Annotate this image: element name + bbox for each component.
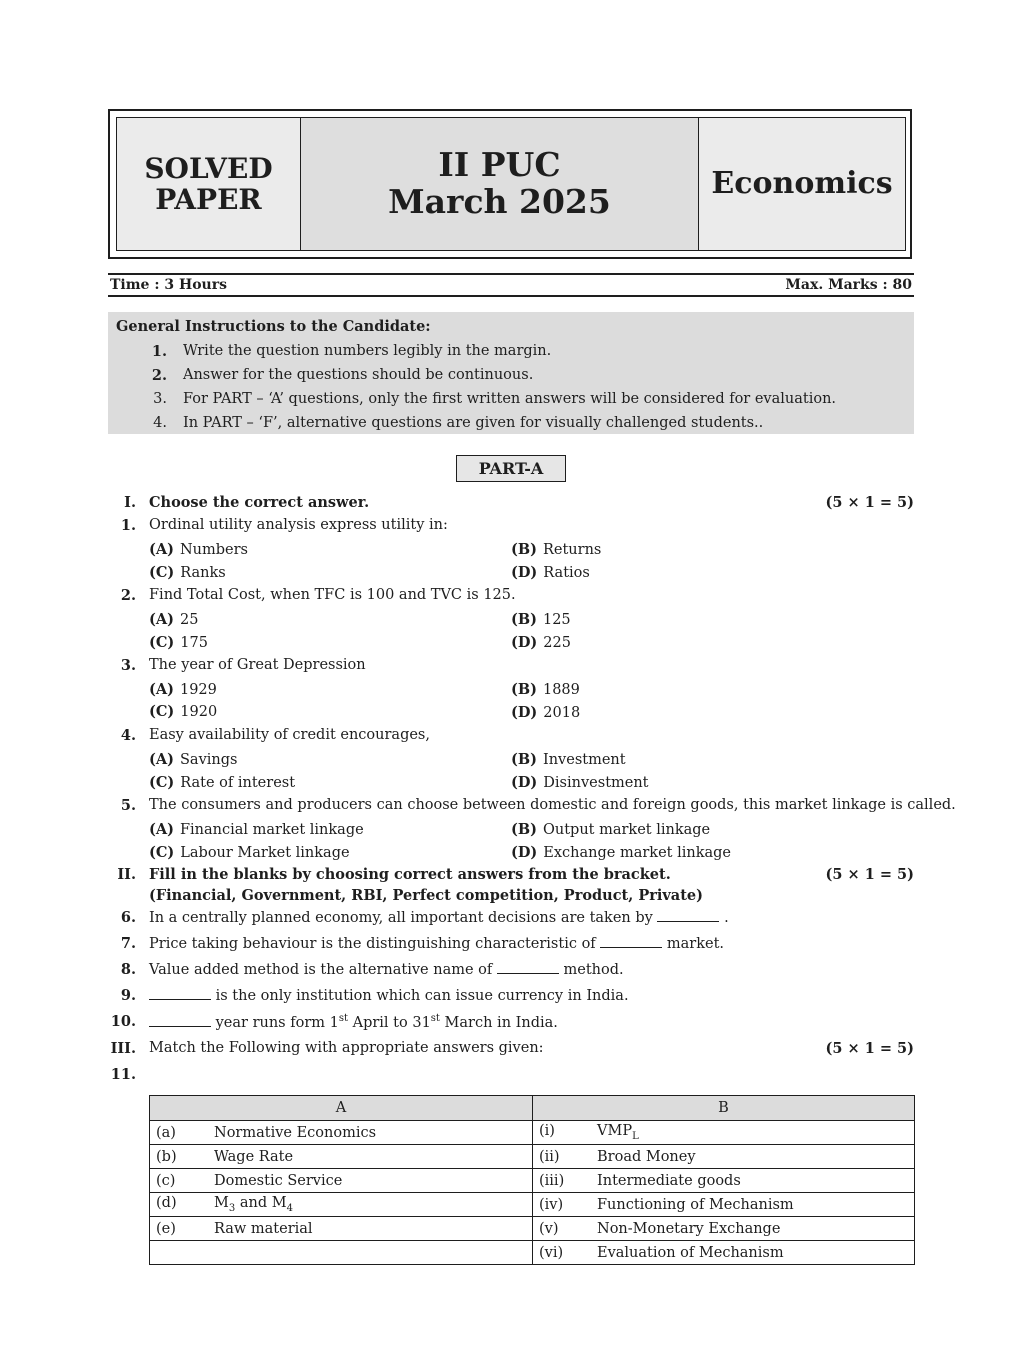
question-text: Find Total Cost, when TFC is 100 and TVC is 125. — [149, 587, 516, 603]
item-text: Normative Economics — [214, 1124, 377, 1141]
item-text: Non-Monetary Exchange — [597, 1220, 781, 1237]
option-text: 1889 — [542, 682, 580, 698]
option — [511, 704, 580, 721]
question-number: 8. — [120, 961, 136, 978]
general-instructions — [108, 312, 914, 434]
superscript: st — [430, 1013, 440, 1024]
question-number: 7. — [120, 935, 136, 952]
option-text: Savings — [179, 752, 238, 768]
option — [511, 821, 710, 838]
question-number: 3. — [120, 657, 136, 674]
question-number: 9. — [120, 987, 136, 1004]
column-b-cell — [533, 1217, 915, 1241]
fill-question — [149, 961, 624, 978]
question-text: Easy availability of credit encourages, — [149, 727, 430, 743]
option-label: (B) — [511, 541, 537, 558]
blank-line — [497, 961, 559, 974]
section-title: Fill in the blanks by choosing correct answers from the bracket. — [149, 866, 671, 883]
option — [149, 681, 217, 698]
option-text: Output market linkage — [542, 822, 711, 838]
option-text: 1920 — [180, 704, 218, 720]
instruction-item — [116, 339, 906, 363]
option-label: (A) — [149, 611, 174, 628]
subscript: 4 — [286, 1202, 293, 1214]
fill-question — [149, 909, 729, 926]
match-table — [149, 1095, 915, 1265]
column-b-header: B — [533, 1096, 915, 1121]
option-text: 2018 — [543, 705, 581, 721]
option-label: (A) — [149, 681, 174, 698]
option-label: (C) — [149, 774, 175, 791]
instruction-number: 4. — [153, 415, 167, 431]
instruction-item — [116, 363, 906, 387]
table-row — [150, 1241, 915, 1265]
table-row — [150, 1193, 915, 1217]
item-label: (i) — [539, 1123, 555, 1140]
column-a-cell — [150, 1121, 533, 1145]
header-box — [116, 117, 906, 251]
fill-text-end: March in India. — [439, 1014, 558, 1031]
fill-text-after: market. — [666, 936, 725, 952]
option-label: (D) — [511, 844, 538, 861]
instructions-title: General Instructions to the Candidate: — [116, 318, 431, 335]
blank-line — [600, 935, 662, 948]
item-label: (a) — [156, 1124, 176, 1141]
option-label: (A) — [149, 541, 174, 558]
section-marks: (5 × 1 = 5) — [825, 494, 914, 511]
exam-title — [301, 118, 699, 250]
option — [149, 774, 295, 791]
fill-text-after: year runs form 1 — [215, 1014, 339, 1031]
blank-line — [149, 1014, 211, 1027]
option-text: Disinvestment — [543, 775, 649, 791]
item-text: Intermediate goods — [597, 1172, 741, 1189]
column-b-cell — [533, 1145, 915, 1169]
section-marks: (5 × 1 = 5) — [825, 1040, 914, 1057]
option-text: Numbers — [179, 542, 248, 558]
question-number: 2. — [120, 587, 136, 604]
option-text: Labour Market linkage — [180, 845, 350, 861]
option-label: (A) — [149, 821, 174, 838]
option-text: Ratios — [543, 565, 590, 581]
option-text: Investment — [542, 752, 626, 768]
instruction-text: Answer for the questions should be continuous. — [183, 367, 534, 383]
option — [149, 564, 226, 581]
option-label: (B) — [511, 821, 537, 838]
table-row — [150, 1121, 915, 1145]
subscript: 3 — [228, 1202, 236, 1214]
column-a-cell — [150, 1217, 533, 1241]
item-text: M — [214, 1195, 229, 1212]
instruction-text: In PART – ‘F’, alternative questions are given for visually challenged students.. — [183, 415, 764, 431]
option-label: (D) — [511, 564, 538, 581]
option-label: (D) — [511, 774, 538, 791]
question-number: 11. — [110, 1066, 136, 1083]
option-text: Rate of interest — [180, 775, 296, 791]
option-label: (C) — [149, 703, 175, 720]
section-marks: (5 × 1 = 5) — [825, 866, 914, 883]
paper-label: PAPER — [155, 183, 262, 216]
table-header-row — [150, 1096, 915, 1121]
option — [511, 541, 601, 558]
item-label: (v) — [539, 1220, 559, 1237]
option-text: 175 — [180, 635, 208, 651]
option-text: 225 — [543, 635, 571, 651]
column-a-cell — [150, 1145, 533, 1169]
question-number: 6. — [120, 909, 136, 926]
instruction-item — [116, 387, 906, 411]
item-text: Functioning of Mechanism — [597, 1196, 794, 1213]
option — [511, 634, 571, 651]
solved-paper-label — [117, 118, 301, 250]
option — [149, 634, 208, 651]
option — [511, 681, 580, 698]
time-allowed: Time : 3 Hours — [110, 277, 227, 293]
part-a-heading: PART-A — [456, 455, 566, 482]
column-a-cell — [150, 1169, 533, 1193]
section-number: II. — [117, 866, 136, 883]
item-text: Wage Rate — [214, 1148, 294, 1165]
option-label: (C) — [149, 844, 175, 861]
fill-text-mid: April to 31 — [348, 1014, 431, 1031]
item-text: Evaluation of Mechanism — [597, 1244, 784, 1261]
option-text: 1929 — [179, 682, 217, 698]
option-label: (B) — [511, 751, 537, 768]
option — [149, 751, 237, 768]
item-label: (b) — [156, 1148, 177, 1165]
max-marks: Max. Marks : 80 — [785, 277, 912, 293]
column-a-cell — [150, 1193, 533, 1217]
item-text: Raw material — [214, 1220, 313, 1237]
question-text: The year of Great Depression — [149, 657, 366, 673]
option — [511, 564, 590, 581]
option — [149, 703, 217, 720]
item-label: (ii) — [539, 1148, 560, 1165]
section-number: I. — [124, 494, 136, 511]
question-text: The consumers and producers can choose between domestic and foreign goods, this market linkage is called. — [149, 797, 956, 813]
option — [511, 751, 626, 768]
instruction-item — [116, 411, 906, 435]
fill-question — [149, 1013, 558, 1031]
instruction-text: Write the question numbers legibly in the margin. — [183, 343, 552, 359]
subscript: L — [632, 1130, 639, 1142]
option-text: Returns — [542, 542, 602, 558]
item-text-mid: and M — [235, 1195, 287, 1212]
section-title: Choose the correct answer. — [149, 494, 370, 511]
option — [511, 611, 571, 628]
blank-line — [149, 987, 211, 1000]
option-label: (D) — [511, 634, 538, 651]
item-label: (c) — [156, 1172, 176, 1189]
option-label: (B) — [511, 611, 537, 628]
fill-text-after: . — [724, 910, 729, 926]
item-label: (iv) — [539, 1196, 564, 1213]
column-b-cell — [533, 1169, 915, 1193]
option-label: (C) — [149, 634, 175, 651]
fill-text-after: is the only institution which can issue currency in India. — [215, 988, 629, 1004]
fill-text-before: Value added method is the alternative name of — [149, 962, 493, 978]
item-label: (iii) — [539, 1172, 565, 1189]
column-b-cell — [533, 1193, 915, 1217]
subject-title — [699, 118, 905, 250]
column-a-header: A — [150, 1096, 533, 1121]
option — [149, 821, 364, 838]
column-a-cell — [150, 1241, 533, 1265]
option-text: Ranks — [180, 565, 226, 581]
instruction-text: For PART – ‘A’ questions, only the first written answers will be considered for evaluation. — [183, 391, 837, 407]
question-number: 10. — [110, 1013, 136, 1030]
instruction-number: 1. — [151, 342, 167, 360]
exam-date: March 2025 — [388, 182, 611, 221]
question-number: 4. — [120, 727, 136, 744]
instruction-number: 2. — [151, 366, 167, 384]
item-label: (d) — [156, 1195, 177, 1212]
option-label: (B) — [511, 681, 537, 698]
option-text: Financial market linkage — [179, 822, 364, 838]
fill-text-before: In a centrally planned economy, all important decisions are taken by — [149, 910, 653, 926]
superscript: st — [338, 1013, 348, 1024]
blank-line — [657, 909, 719, 922]
item-label: (e) — [156, 1220, 176, 1237]
option-label: (A) — [149, 751, 174, 768]
question-text: Ordinal utility analysis express utility in: — [149, 517, 448, 533]
exam-class: II PUC — [438, 145, 561, 185]
column-b-cell — [533, 1241, 915, 1265]
fill-question — [149, 935, 724, 952]
item-label: (vi) — [539, 1244, 564, 1261]
table-row — [150, 1169, 915, 1193]
option-label: (C) — [149, 564, 175, 581]
section-title: Match the Following with appropriate answers given: — [149, 1040, 544, 1056]
fill-text-after: method. — [563, 962, 624, 978]
solved-label: SOLVED — [144, 151, 273, 185]
option — [149, 541, 248, 558]
word-bracket: (Financial, Government, RBI, Perfect competition, Product, Private) — [149, 887, 703, 904]
item-text: Domestic Service — [214, 1172, 343, 1189]
table-row — [150, 1217, 915, 1241]
question-number: 1. — [120, 517, 136, 534]
item-text: Broad Money — [597, 1148, 696, 1165]
table-row — [150, 1145, 915, 1169]
time-marks-bar — [108, 273, 914, 297]
subject-name: Economics — [711, 166, 893, 202]
instruction-number: 3. — [153, 391, 167, 407]
column-b-cell — [533, 1121, 915, 1145]
option — [511, 844, 731, 861]
question-number: 5. — [120, 797, 136, 814]
option-text: 125 — [542, 612, 571, 628]
option-text: 25 — [179, 612, 199, 628]
fill-question — [149, 987, 629, 1004]
fill-text-before: Price taking behaviour is the distinguishing characteristic of — [149, 936, 596, 952]
option — [149, 844, 350, 861]
option — [149, 611, 198, 628]
option — [511, 774, 649, 791]
option-text: Exchange market linkage — [543, 845, 732, 861]
section-number: III. — [110, 1040, 136, 1057]
option-label: (D) — [511, 704, 538, 721]
item-text: VMP — [597, 1123, 633, 1140]
